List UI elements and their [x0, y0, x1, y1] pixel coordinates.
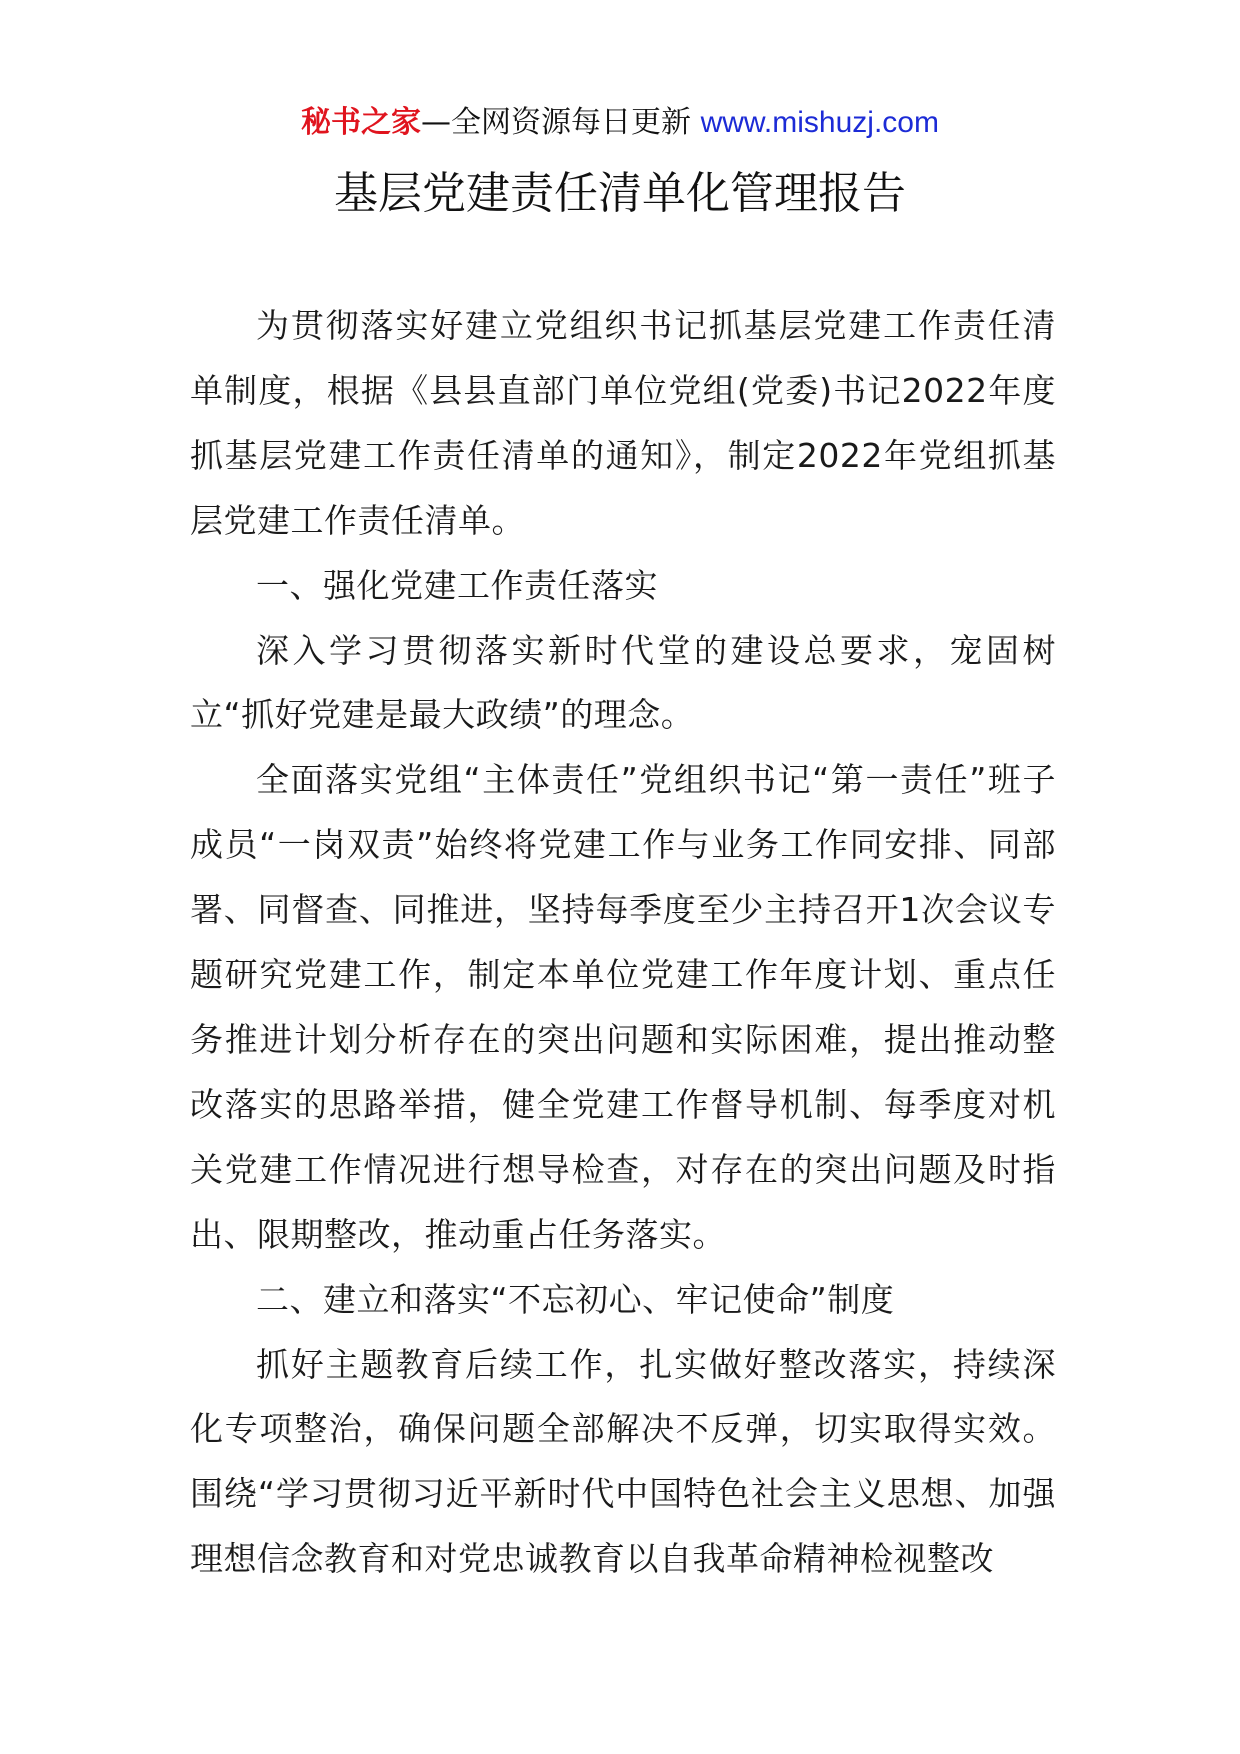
section-heading-1: 一、强化党建工作责任落实 — [256, 565, 658, 605]
paragraph-intro: 为贯彻落实好建立党组织书记抓基层党建工作责任清单制度，根据《县县直部门单位党组(党委)书记2022年度抓基层党建工作责任清单的通知》，制定2022年党组抓基层党建工作责任清单。 — [190, 306, 1056, 540]
document-body — [190, 294, 1056, 1592]
banner-slogan: —全网资源每日更新 — [421, 105, 701, 140]
website-link[interactable]: www.mishuzj.com — [700, 106, 939, 139]
site-banner — [0, 103, 1240, 143]
paragraph: 全面落实党组“主体责任”党组织书记“第一责任”班子成员“一岗双责”始终将党建工作与业务工作同安排、同部署、同督查、同推进，坚持每季度至少主持召开1次会议专题研究党建工作，制定本单位党建工作年度计划、重点任务推进计划分析存在的突出问题和实际困难，提出推动整改落实的思路举措，健全党建工作督导机制、每季度对机关党建工作情况进行想导检查，对存在的突出问题及时指出、限期整改，推动重占任务落实。 — [190, 760, 1056, 1254]
brand-name: 秘书之家 — [301, 105, 422, 140]
section-heading-2: 二、建立和落实“不忘初心、牢记使命”制度 — [256, 1279, 895, 1319]
paragraph: 抓好主题教育后续工作，扎实做好整改落实，持续深化专项整治，确保问题全部解决不反弹，切实取得实效。围绕“学习贯彻习近平新时代中国特色社会主义思想、加强理想信念教育和对党忠诚教育以自我革命精神检视整改 — [190, 1344, 1056, 1579]
document-title: 基层党建责任清单化管理报告 — [334, 168, 906, 219]
paragraph: 深入学习贯彻落实新时代堂的建设总要求，宠固树立“抓好党建是最大政绩”的理念。 — [190, 630, 1056, 735]
